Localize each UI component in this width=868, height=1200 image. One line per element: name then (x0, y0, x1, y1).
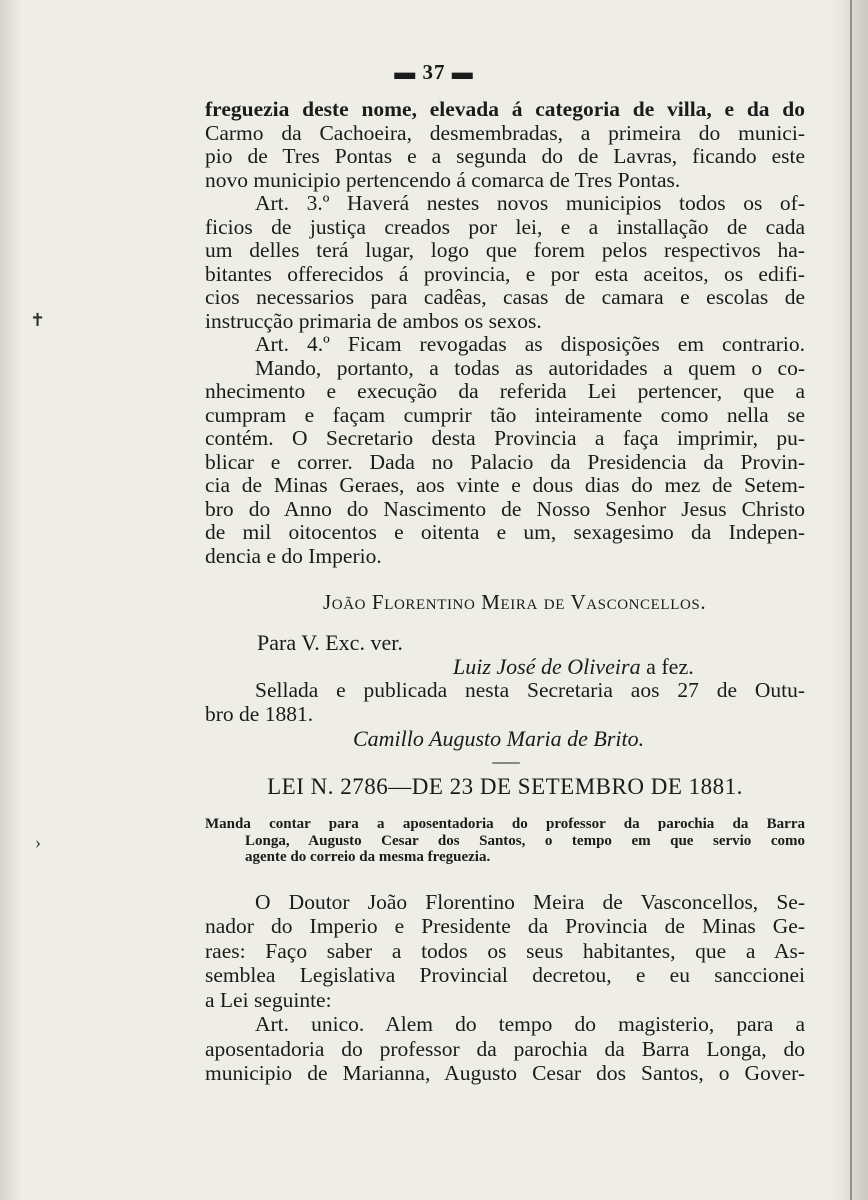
summary-line: agente do correio da mesma freguezia. (245, 849, 491, 865)
text-line: um delles terá lugar, logo que forem pelos respectivos ha- (205, 238, 805, 262)
text-line: bitantes offerecidos á provincia, e por esta aceitos, os edifi- (205, 261, 805, 286)
right-page-shadow (828, 0, 868, 1200)
margin-mark: › (35, 832, 41, 852)
section-separator: — — (492, 755, 518, 770)
para-ver-line: Para V. Exc. ver. (257, 630, 403, 655)
text-line: bro do Anno do Nascimento de Nosso Senhor Jesus Christo (205, 496, 805, 521)
text-line: nhecimento e execução da referida Lei pertencer, que a (205, 379, 805, 403)
preamble-line: O Doutor João Florentino Meira de Vasconcellos, Se- (255, 889, 805, 914)
text-line: instrucção primaria de ambos os sexos. (205, 308, 542, 333)
signature-secretary: Camillo Augusto Maria de Brito. (353, 726, 645, 751)
text-line: municipio de Marianna, Augusto Cesar dos Santos, o Gover- (205, 1061, 805, 1085)
text-line: Mando, portanto, a todas as autoridades a quem o co- (255, 355, 805, 380)
article-3-line: Art. 3.º Haverá nestes novos municipios todos os of- (255, 191, 805, 215)
clerk-suffix: a fez. (640, 654, 694, 679)
text-block (205, 98, 805, 1086)
preamble-line: nador do Imperio e Presidente da Provincia de Minas Ge- (205, 914, 805, 938)
page-number-value: 37 (422, 60, 446, 84)
law-summary (205, 816, 805, 866)
text-line: novo municipio pertencendo á comarca de Tres Pontas. (205, 167, 681, 192)
law-title: LEI N. 2786—DE 23 DE SETEMBRO DE 1881. (267, 774, 743, 799)
text-line: Carmo da Cachoeira, desmembradas, a primeira do munici- (205, 120, 805, 145)
margin-cross-mark: ✝ (30, 310, 46, 330)
page-number: ▬ 37 ▬ (394, 60, 474, 84)
law-body (205, 890, 805, 1086)
binding-edge (850, 0, 852, 1200)
sellada-line: Sellada e publicada nesta Secretaria aos 27 de Outu- (255, 678, 805, 702)
text-line: cumpram e façam cumprir tão inteiramente como nella se (205, 402, 805, 427)
text-line: ficios de justiça creados por lei, e a installação de cada (205, 214, 805, 239)
article-unico-line: Art. unico. Alem do tempo do magisterio, para a (255, 1012, 805, 1036)
clerk-name: Luiz José de Oliveira (453, 654, 641, 679)
text-line: dencia e do Imperio. (205, 543, 382, 568)
text-line: de mil oitocentos e oitenta e um, sexagesimo da Indepen- (205, 520, 805, 544)
preamble-line: raes: Faço saber a todos os seus habitantes, que a As- (205, 938, 805, 963)
signature-governor: João Florentino Meira de Vasconcellos. (323, 590, 707, 614)
text-line: aposentadoria do professor da parochia da Barra Longa, do (205, 1036, 805, 1061)
sellada-line: bro de 1881. (205, 701, 314, 726)
text-line: pio de Tres Pontas e a segunda do de Lavras, ficando este (205, 144, 805, 168)
clerk-line (453, 655, 805, 679)
summary-line: Longa, Augusto Cesar dos Santos, o tempo em que servio como (245, 832, 805, 849)
text-line: contém. O Secretario desta Provincia a faça imprimir, pu- (205, 426, 805, 450)
text-line: cios necessarios para cadêas, casas de camara e escolas de (205, 285, 805, 309)
text-line: freguezia deste nome, elevada á categoria de villa, e da do (205, 97, 805, 121)
summary-line: Manda contar para a aposentadoria do professor da parochia da Barra (205, 816, 805, 832)
preamble-line: semblea Legislativa Provincial decretou, e eu sanccionei (205, 963, 805, 987)
article-4-line: Art. 4.º Ficam revogadas as disposições em contrario. (255, 332, 805, 356)
preamble-line: a Lei seguinte: (205, 987, 332, 1012)
left-page-shadow (0, 0, 22, 1200)
text-line: cia de Minas Geraes, aos vinte e dous dias do mez de Setem- (205, 473, 805, 497)
text-line: blicar e correr. Dada no Palacio da Presidencia da Provin- (205, 449, 805, 474)
